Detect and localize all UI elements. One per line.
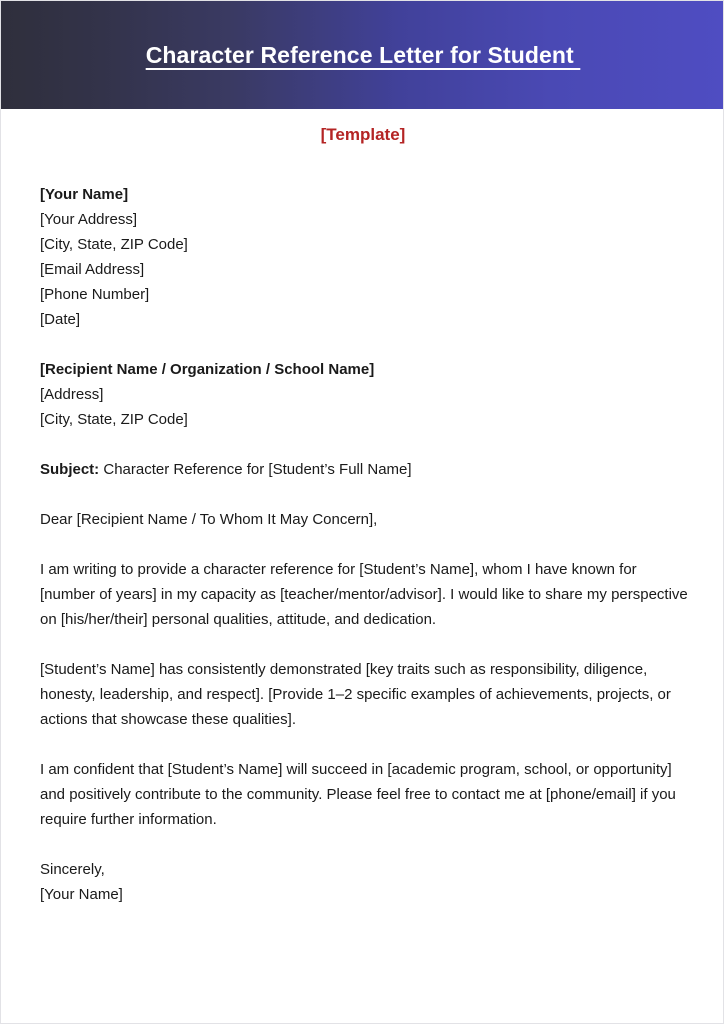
template-label-row	[1, 125, 724, 145]
sender-name: [Your Name]	[40, 186, 129, 203]
sender-address-block	[40, 182, 688, 332]
recipient-address-block	[40, 357, 688, 432]
recipient-city-state-zip: [City, State, ZIP Code]	[40, 411, 188, 428]
recipient-name: [Recipient Name / Organization / School Name]	[40, 361, 375, 378]
recipient-address: [Address]	[40, 386, 104, 403]
sender-city-state-zip: [City, State, ZIP Code]	[40, 236, 188, 253]
body-paragraph-2: [Student’s Name] has consistently demonstrated [key traits such as responsibility, diligence, honesty, leadership, and respect]. [Provide 1–2 specific examples of achievements, projects, or actions that showcase these qualities].	[40, 661, 671, 728]
sender-address: [Your Address]	[40, 211, 138, 228]
letter-body	[40, 182, 688, 907]
body-paragraph-3: I am confident that [Student’s Name] will succeed in [academic program, school, or opportunity] and positively contribute to the community. Please feel free to contact me at [phone/email] if you require further information.	[40, 761, 676, 828]
letter-date: [Date]	[40, 311, 81, 328]
body-paragraph-1: I am writing to provide a character reference for [Student’s Name], whom I have known for [number of years] in my capacity as [teacher/mentor/advisor]. I would like to share my perspective on [his/her/their] personal qualities, attitude, and dedication.	[40, 561, 688, 628]
template-badge: [Template]	[320, 125, 406, 144]
subject-line	[40, 457, 688, 482]
salutation-text: Dear [Recipient Name / To Whom It May Concern],	[40, 511, 378, 528]
sender-email: [Email Address]	[40, 261, 145, 278]
subject-text: Character Reference for [Student’s Full Name]	[99, 461, 412, 478]
sender-phone: [Phone Number]	[40, 286, 150, 303]
valediction: Sincerely,	[40, 861, 105, 878]
subject-label: Subject:	[40, 461, 100, 478]
page-title: Character Reference Letter for Student	[145, 41, 581, 68]
salutation-line	[40, 507, 688, 532]
closing-block	[40, 857, 688, 907]
signature-name: [Your Name]	[40, 886, 123, 903]
document-header-banner	[1, 1, 724, 109]
